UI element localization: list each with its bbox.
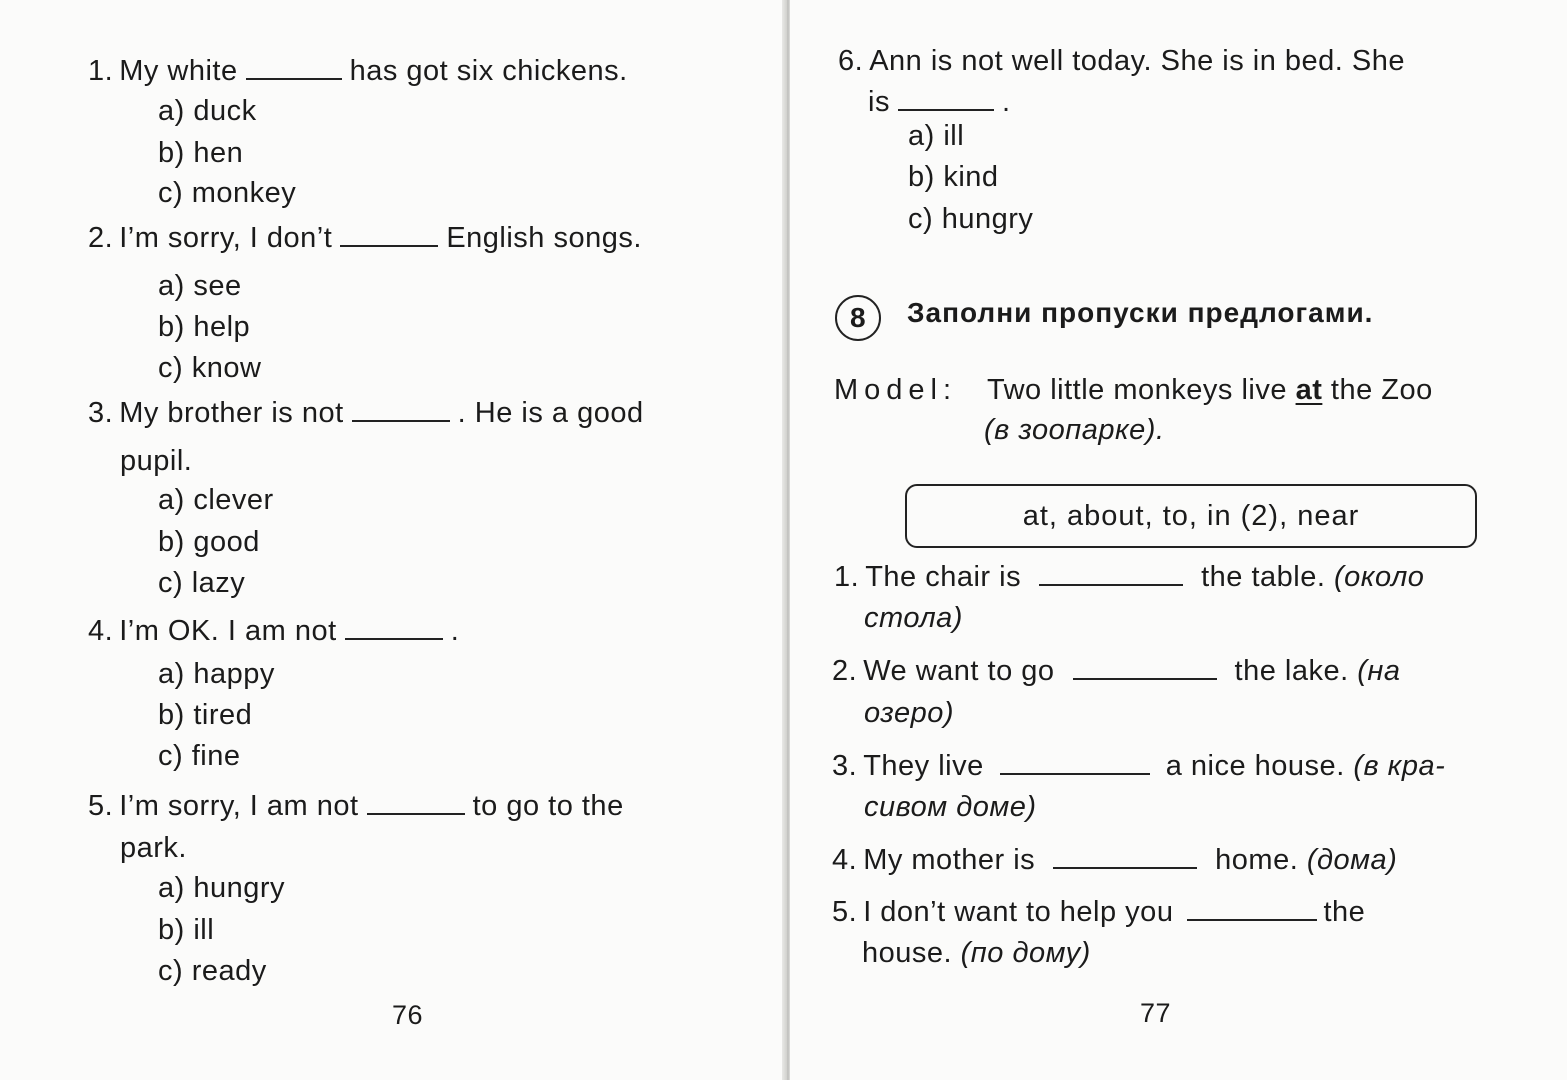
question-6 [838,45,1405,78]
option[interactable]: a) happy [158,658,275,690]
option[interactable]: a) duck [158,95,257,127]
item-text-before: I don’t want to help you [863,896,1174,928]
question-1 [88,55,628,88]
exercise-number-badge: 8 [835,295,881,341]
model-translation: (в зоопарке). [984,414,1165,446]
model-label: Model: [834,374,958,406]
option[interactable]: b) good [158,526,260,558]
exercise-item-3 [832,750,1445,783]
item-text-after: the lake. [1234,655,1349,687]
page-number: 77 [1140,998,1172,1028]
item-number: 2. [832,655,858,687]
model-text-after: the Zoo [1330,374,1433,406]
question-text-after: . [1001,86,1011,118]
option[interactable]: b) ill [158,914,215,946]
item-text-after: a nice house. [1165,750,1345,782]
item-text-before: The chair is [865,561,1022,593]
question-number: 6. [838,45,864,77]
option[interactable]: c) lazy [158,567,246,599]
question-continuation: pupil. [120,445,193,477]
item-number: 1. [834,561,860,593]
option[interactable]: c) monkey [158,177,297,209]
answer-blank[interactable] [246,72,342,80]
answer-blank[interactable] [352,414,450,422]
question-6-line2 [868,86,1011,119]
item-translation: (по дому) [960,937,1091,969]
question-continuation: park. [120,832,187,864]
question-text-before: is [868,86,890,118]
answer-blank[interactable] [898,103,994,111]
option[interactable]: c) hungry [908,203,1034,235]
item-text-before: My mother is [863,844,1036,876]
question-number: 4. [88,615,114,647]
option[interactable]: c) know [158,352,262,384]
question-2 [88,222,642,255]
word-bank-box: at, about, to, in (2), near [905,484,1477,548]
question-text-before: My white [119,55,238,87]
exercise-item-4 [832,844,1397,877]
question-5 [88,790,624,823]
item-continuation-text: house. [862,937,953,969]
question-text: Ann is not well today. She is in bed. She [869,45,1406,77]
model-answer: at [1295,374,1323,406]
question-text-before: I’m OK. I am not [119,615,337,647]
option[interactable]: c) ready [158,955,267,987]
item-continuation [862,937,1091,970]
answer-blank[interactable] [1053,861,1197,869]
option[interactable]: a) hungry [158,872,286,904]
item-translation: (около [1333,561,1425,593]
question-text-after: to go to the [472,790,624,822]
question-number: 1. [88,55,114,87]
question-number: 5. [88,790,114,822]
option[interactable]: c) fine [158,740,241,772]
exercise-item-1 [834,561,1424,594]
item-text-after: the table. [1201,561,1326,593]
option[interactable]: a) ill [908,120,965,152]
item-translation: (дома) [1306,844,1398,876]
item-number: 3. [832,750,858,782]
answer-blank[interactable] [367,807,465,815]
item-translation-continued: стола) [864,602,963,634]
question-text-after: has got six chickens. [349,55,628,87]
answer-blank[interactable] [1073,672,1217,680]
question-4 [88,615,459,648]
option[interactable]: b) help [158,311,251,343]
item-text-before: We want to go [863,655,1055,687]
question-text-after: . [450,615,460,647]
option[interactable]: b) kind [908,161,999,193]
item-number: 4. [832,844,858,876]
item-text-after: home. [1215,844,1299,876]
question-text-after: . He is a good [457,397,644,429]
answer-blank[interactable] [345,632,443,640]
option[interactable]: a) see [158,270,242,302]
question-text-before: I’m sorry, I am not [119,790,359,822]
model-sentence [987,374,1433,407]
option[interactable]: b) tired [158,699,253,731]
question-3 [88,397,644,430]
item-number: 5. [832,896,858,928]
answer-blank[interactable] [340,239,438,247]
right-page [790,0,1567,1080]
question-text-before: My brother is not [119,397,344,429]
model-text-before: Two little monkeys live [987,374,1287,406]
item-translation-continued: сивом доме) [864,791,1037,823]
option[interactable]: b) hen [158,137,244,169]
option[interactable]: a) clever [158,484,274,516]
question-text-after: English songs. [446,222,642,254]
item-text-after: the [1323,896,1366,928]
question-text-before: I’m sorry, I don’t [119,222,333,254]
page-number: 76 [392,1000,424,1030]
exercise-instruction: Заполни пропуски предлогами. [907,297,1374,328]
exercise-item-5 [832,896,1365,929]
item-translation: (в кра- [1353,750,1446,782]
question-number: 2. [88,222,114,254]
answer-blank[interactable] [1000,767,1150,775]
answer-blank[interactable] [1039,578,1183,586]
answer-blank[interactable] [1187,913,1317,921]
item-translation-continued: озеро) [864,697,954,729]
exercise-item-2 [832,655,1401,688]
question-number: 3. [88,397,114,429]
item-text-before: They live [863,750,984,782]
item-translation: (на [1357,655,1401,687]
